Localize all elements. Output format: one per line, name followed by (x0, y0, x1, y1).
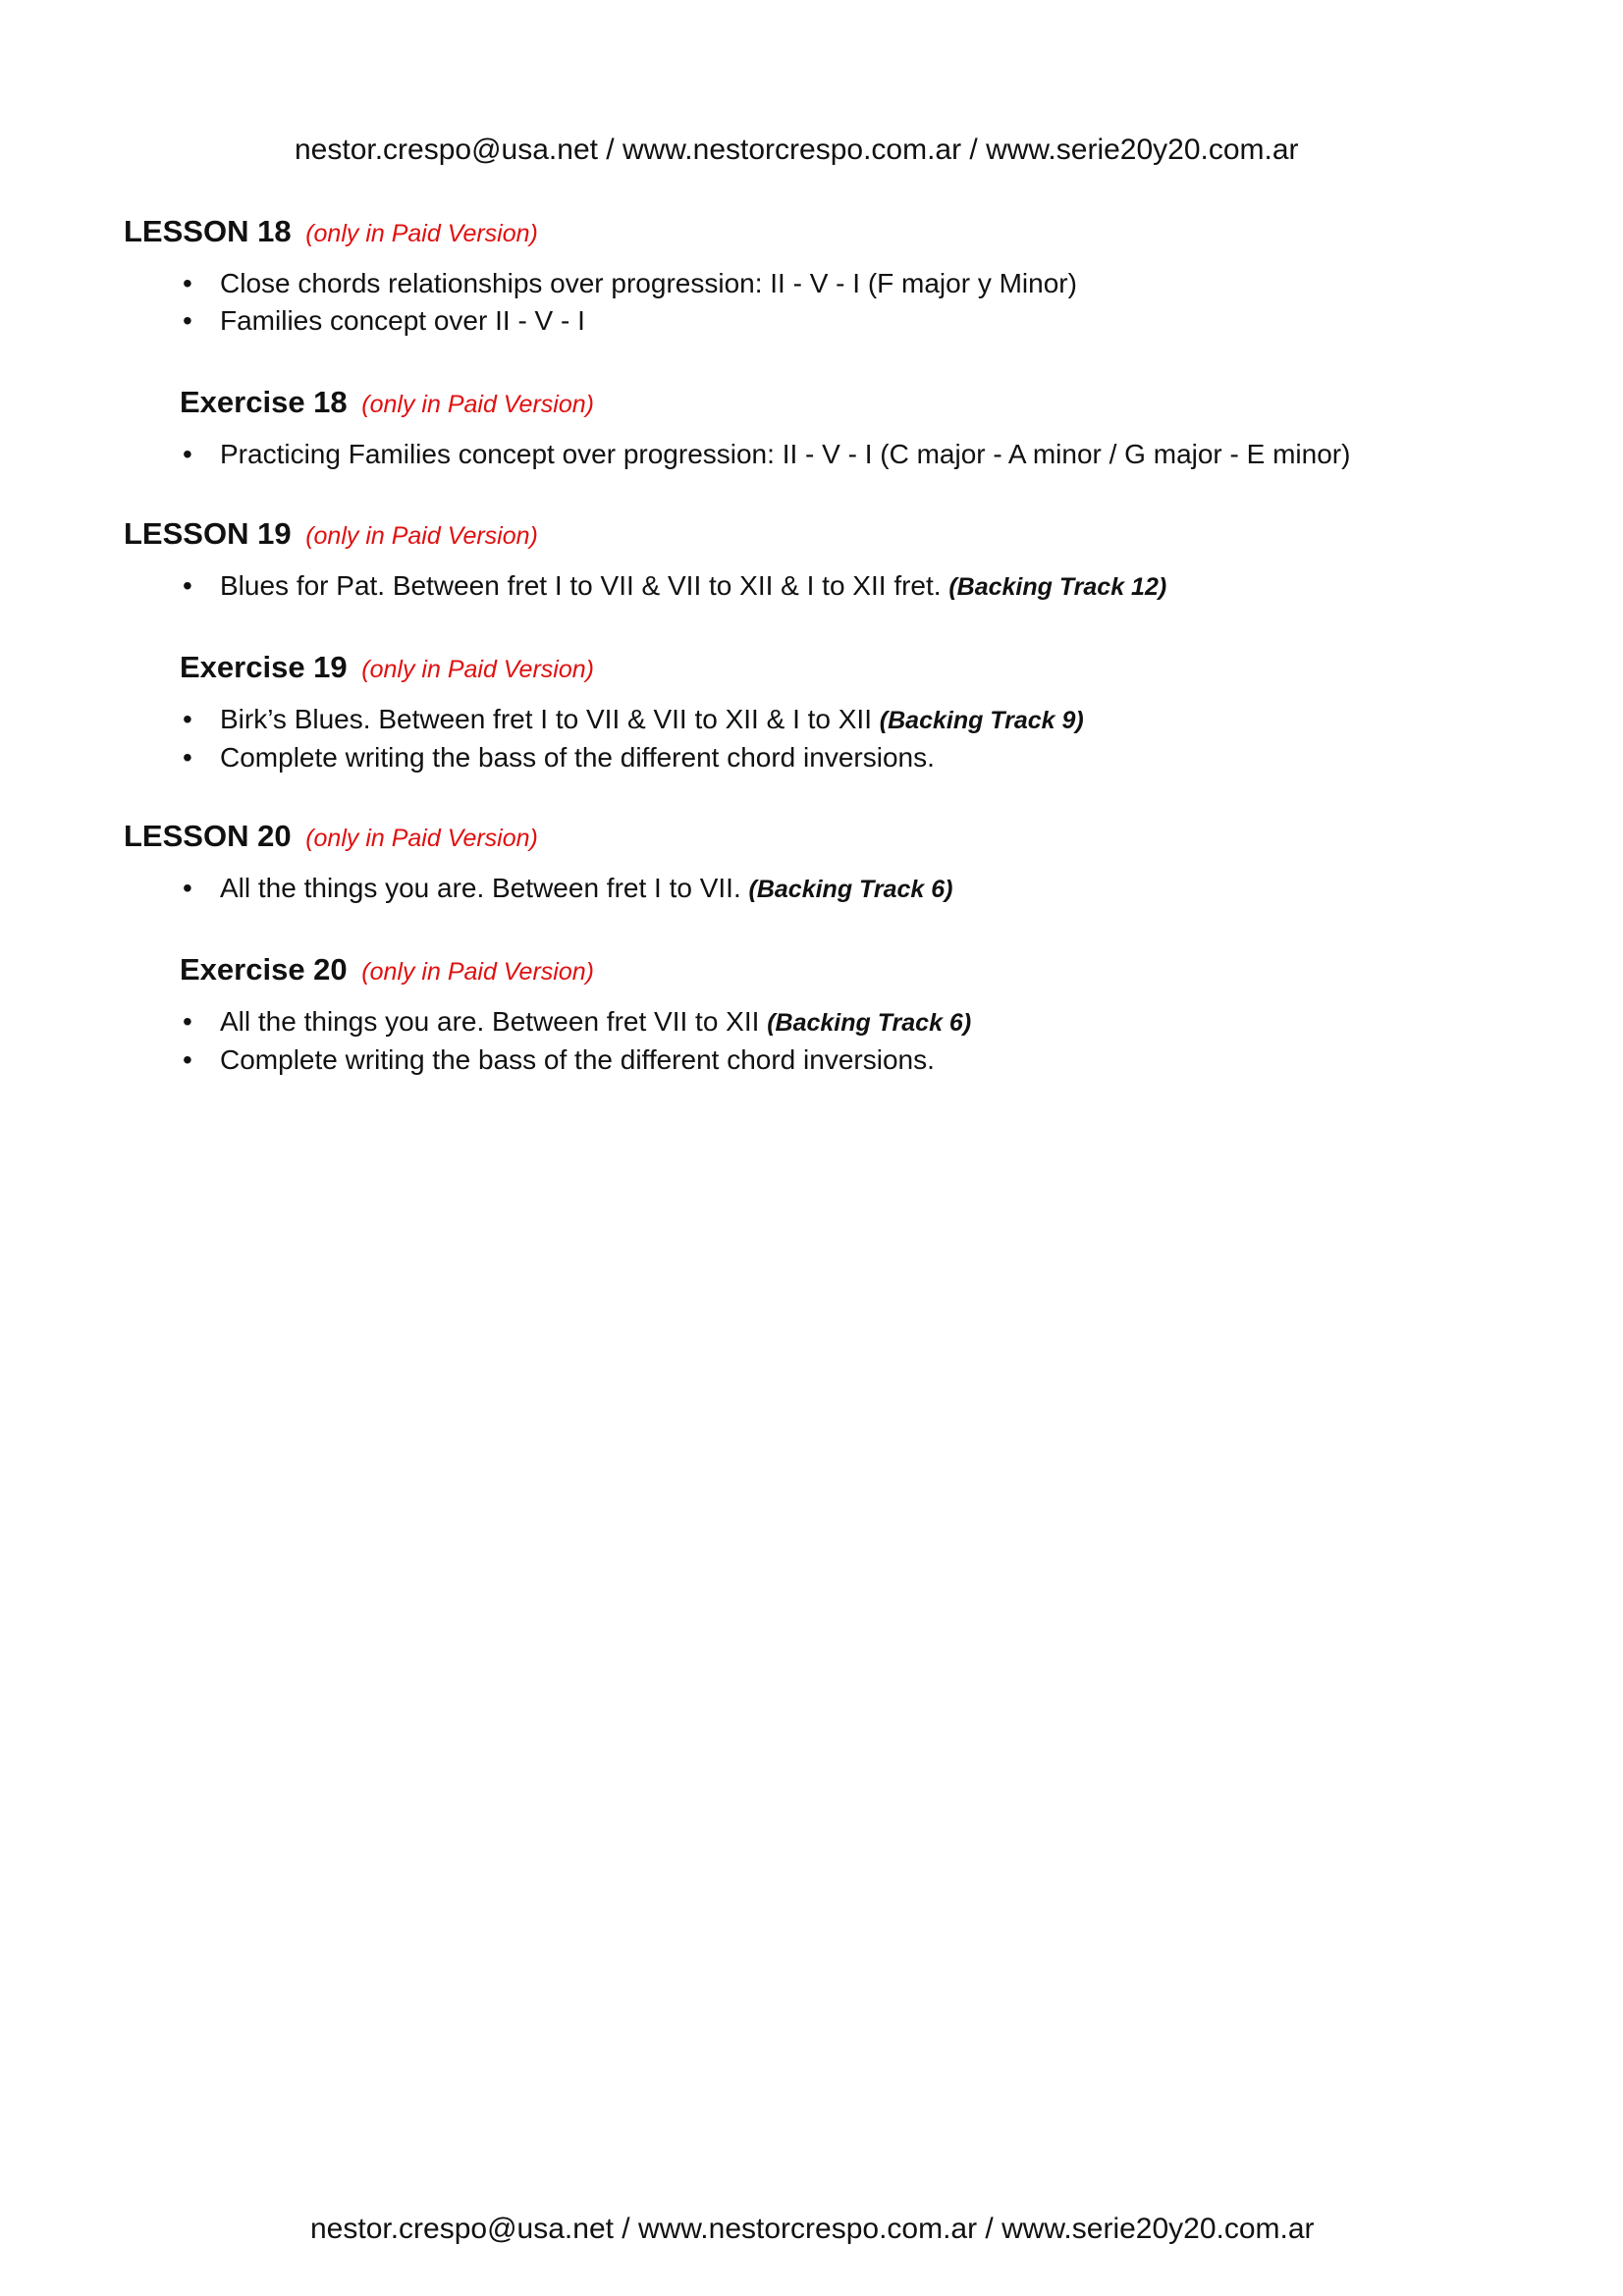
lesson-18-heading (124, 214, 538, 249)
list-item: • All the things you are. Between fret I to VII. (Backing Track 6) (0, 870, 952, 908)
list-item: • Complete writing the bass of the different chord inversions. (0, 739, 1084, 776)
list-item: • Complete writing the bass of the different chord inversions. (0, 1041, 971, 1079)
exercise-18-list (0, 436, 1350, 473)
lesson-20-list (0, 870, 952, 908)
list-item: • Birk’s Blues. Between fret I to VII & VII to XII & I to XII (Backing Track 9) (0, 701, 1084, 739)
backing-track-label: (Backing Track 9) (879, 707, 1084, 734)
bullet-icon: • (183, 742, 192, 773)
backing-track-label: (Backing Track 6) (767, 1009, 972, 1037)
bullet-icon: • (183, 570, 192, 601)
bullet-icon: • (183, 1006, 192, 1037)
lesson-20-title: LESSON 20 (124, 819, 292, 853)
footer-contact-line: nestor.crespo@usa.net / www.nestorcrespo.com.ar / www.serie20y20.com.ar (310, 2213, 1315, 2245)
exercise-19-title: Exercise 19 (180, 650, 348, 684)
bullet-icon: • (183, 439, 192, 469)
bullet-icon: • (183, 1044, 192, 1075)
lesson-19-heading (124, 516, 538, 552)
lesson-18-paid-note: (only in Paid Version) (305, 220, 538, 247)
list-item: • All the things you are. Between fret VII to XII (Backing Track 6) (0, 1003, 971, 1041)
exercise-18-paid-note: (only in Paid Version) (361, 391, 594, 418)
bullet-icon: • (183, 873, 192, 903)
lesson-20-paid-note: (only in Paid Version) (305, 825, 538, 852)
bullet-icon: • (183, 268, 192, 298)
exercise-20-title: Exercise 20 (180, 952, 348, 987)
lesson-19-list (0, 567, 1166, 606)
list-item: • Close chords relationships over progression: II - V - I (F major y Minor) (0, 265, 1077, 302)
lesson-18-list (0, 265, 1077, 340)
exercise-18-heading (180, 385, 594, 420)
backing-track-label: (Backing Track 6) (748, 876, 953, 903)
exercise-20-heading (180, 952, 594, 988)
list-item: • Practicing Families concept over progression: II - V - I (C major - A minor / G major - E minor) (0, 436, 1350, 473)
list-item: • Blues for Pat. Between fret I to VII & VII to XII & I to XII fret. (Backing Track 12) (0, 567, 1166, 606)
lesson-19-title: LESSON 19 (124, 516, 292, 551)
bullet-icon: • (183, 305, 192, 336)
exercise-20-list (0, 1003, 971, 1079)
exercise-19-heading (180, 650, 594, 685)
exercise-19-list (0, 701, 1084, 776)
backing-track-label: (Backing Track 12) (948, 573, 1167, 601)
lesson-19-paid-note: (only in Paid Version) (305, 522, 538, 550)
exercise-19-paid-note: (only in Paid Version) (361, 656, 594, 683)
exercise-20-paid-note: (only in Paid Version) (361, 958, 594, 986)
lesson-20-heading (124, 819, 538, 854)
lesson-18-title: LESSON 18 (124, 214, 292, 248)
bullet-icon: • (183, 704, 192, 734)
exercise-18-title: Exercise 18 (180, 385, 348, 419)
list-item: • Families concept over II - V - I (0, 302, 1077, 340)
header-contact-line: nestor.crespo@usa.net / www.nestorcrespo.com.ar / www.serie20y20.com.ar (295, 133, 1299, 166)
